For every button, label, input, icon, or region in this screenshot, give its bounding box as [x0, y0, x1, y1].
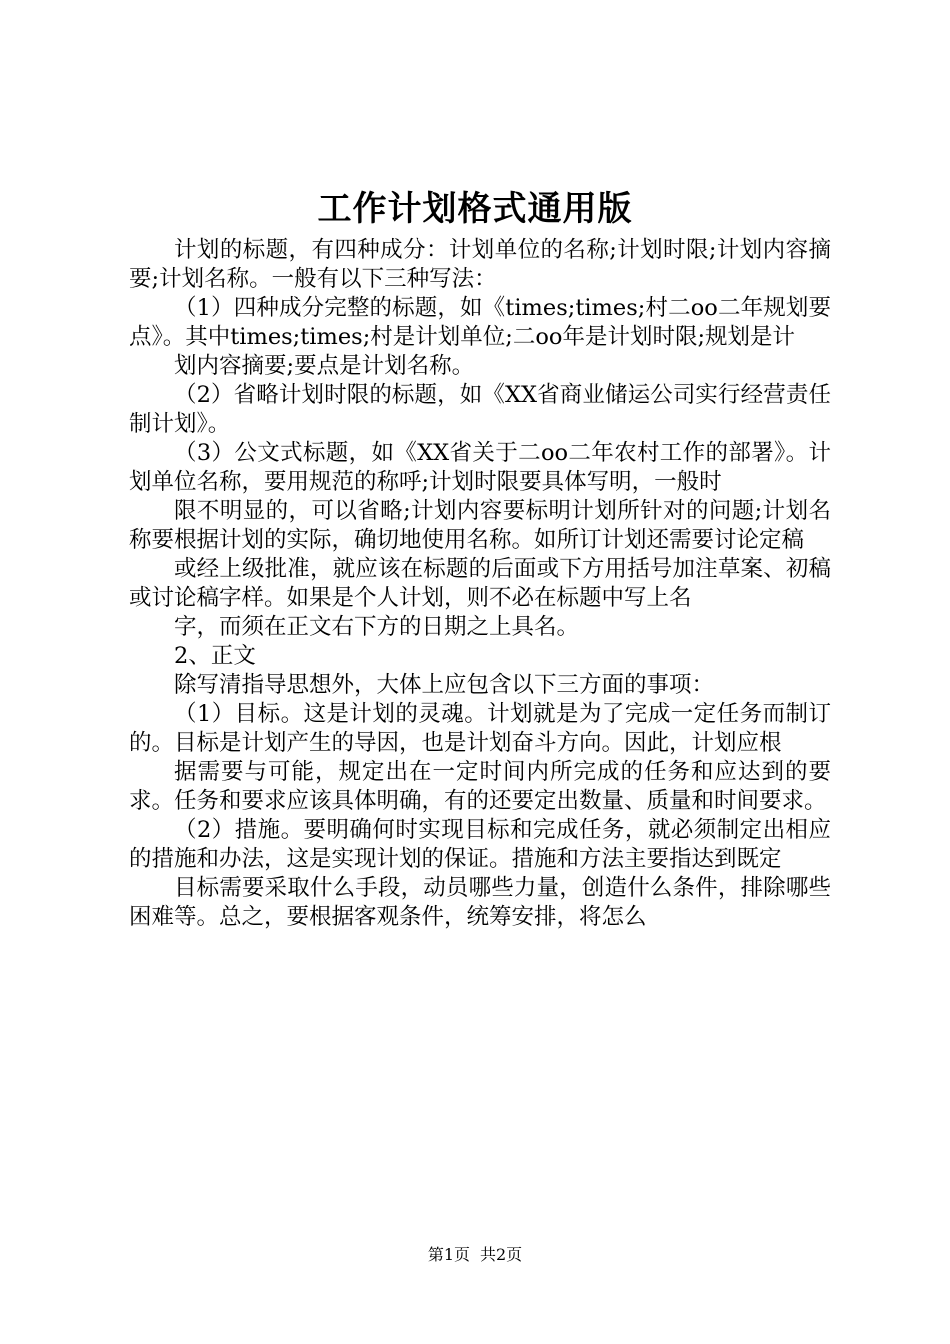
- paragraph: 字，而须在正文右下方的日期之上具名。: [174, 614, 580, 640]
- paragraph: （2）省略计划时限的标题，如《XX省商业储运公司实行经营责任制计划》。: [129, 382, 831, 437]
- paragraph: （1）四种成分完整的标题，如《times;times;村二oo二年规划要点》。其中times;times;村是计划单位;二oo年是计划时限;规划是计: [129, 295, 831, 350]
- page-total: 共2页: [480, 1245, 523, 1264]
- paragraph: 限不明显的，可以省略;计划内容要标明计划所针对的问题;计划名称要根据计划的实际，确切地使用名称。如所订计划还需要讨论定稿: [129, 498, 831, 553]
- paragraph: （3）公文式标题，如《XX省关于二oo二年农村工作的部署》。计划单位名称，要用规范的称呼;计划时限要具体写明，一般时: [129, 440, 831, 495]
- document-body: [129, 236, 831, 932]
- section-heading: 2、正文: [174, 643, 256, 669]
- paragraph: 计划的标题，有四种成分：计划单位的名称;计划时限;计划内容摘要;计划名称。一般有以下三种写法：: [129, 237, 831, 292]
- page-number: 第1页: [427, 1245, 470, 1264]
- paragraph: （1）目标。这是计划的灵魂。计划就是为了完成一定任务而制订的。目标是计划产生的导因，也是计划奋斗方向。因此，计划应根: [129, 701, 831, 756]
- paragraph: （2）措施。要明确何时实现目标和完成任务，就必须制定出相应的措施和办法，这是实现计划的保证。措施和方法主要指达到既定: [129, 817, 831, 872]
- paragraph: 划内容摘要;要点是计划名称。: [174, 353, 475, 379]
- paragraph: 目标需要采取什么手段，动员哪些力量，创造什么条件，排除哪些困难等。总之，要根据客观条件，统筹安排，将怎么: [129, 875, 831, 930]
- paragraph: 据需要与可能，规定出在一定时间内所完成的任务和应达到的要求。任务和要求应该具体明确，有的还要定出数量、质量和时间要求。: [129, 759, 831, 814]
- page-footer: [0, 1244, 950, 1266]
- document-title: 工作计划格式通用版: [317, 189, 633, 229]
- paragraph: 除写清指导思想外，大体上应包含以下三方面的事项：: [174, 672, 715, 698]
- paragraph: 或经上级批准，就应该在标题的后面或下方用括号加注草案、初稿或讨论稿字样。如果是个人计划，则不必在标题中写上名: [129, 556, 831, 611]
